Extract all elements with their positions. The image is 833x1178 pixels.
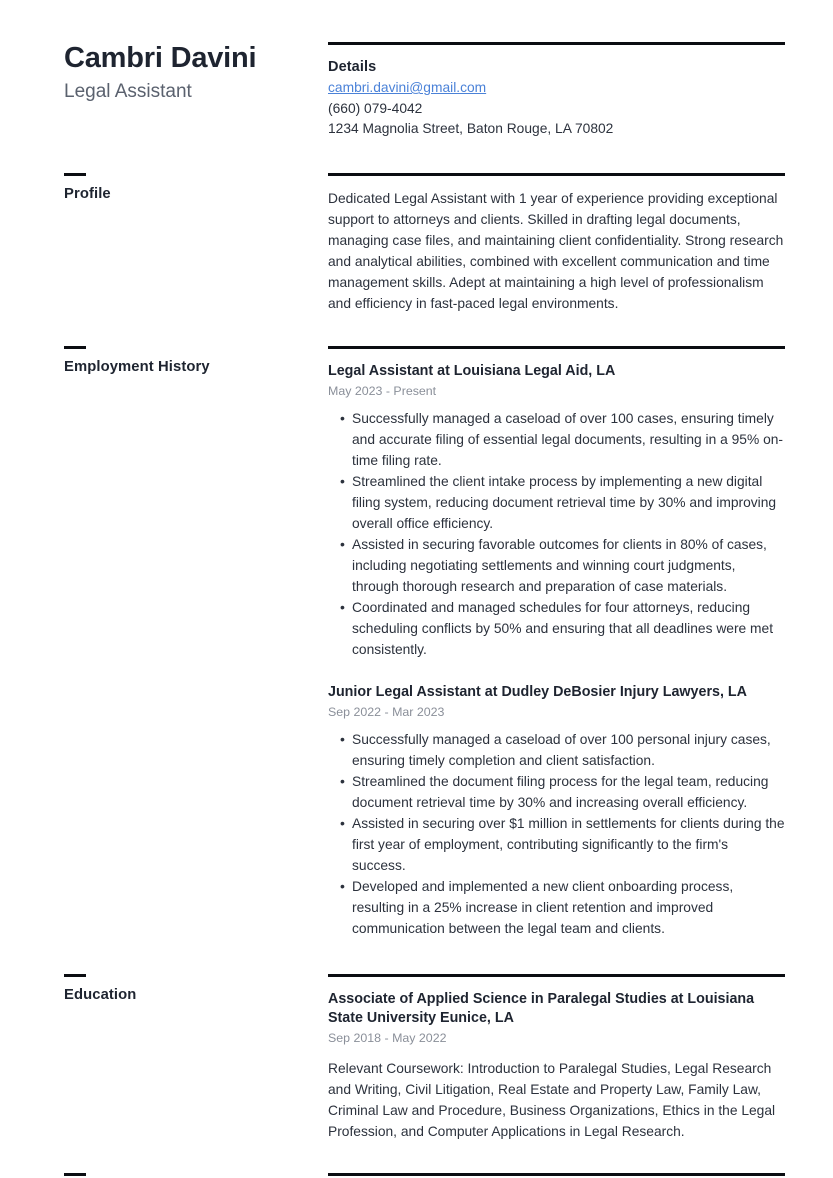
employment-section-title: Employment History <box>64 358 210 375</box>
education-entry-note: Relevant Coursework: Introduction to Paralegal Studies, Legal Research and Writing, Civil Litigation, Real Estate and Property Law, Family Law, Criminal Law and Procedure, Business Organizations, Ethics in the Legal Profession, and Computer Applications in Legal Research. <box>328 1061 776 1140</box>
next-section-content <box>328 1173 785 1176</box>
list-item: • Successfully managed a caseload of over 100 personal injury cases, ensuring timely completion and client satisfaction. <box>328 730 785 772</box>
profile-content <box>328 173 785 315</box>
profile-label-column <box>64 173 328 202</box>
details-block <box>328 42 785 140</box>
employment-entry-title: Legal Assistant at Louisiana Legal Aid, LA <box>328 362 616 379</box>
section-dash-icon <box>64 173 86 176</box>
details-rule <box>328 42 785 45</box>
employment-entry-bullets <box>328 409 785 661</box>
employment-label-column <box>64 346 328 375</box>
education-content <box>328 974 785 1143</box>
email-link[interactable]: cambri.davini@gmail.com <box>328 80 487 95</box>
employment-entry-date: May 2023 - Present <box>328 384 437 399</box>
section-next-cutoff <box>64 1173 785 1176</box>
resume-header <box>64 0 785 140</box>
education-section-title: Education <box>64 986 137 1003</box>
phone-text: (660) 079-4042 <box>328 100 423 116</box>
list-item: • Streamlined the document filing process for the legal team, reducing document retrieval time by 30% and increasing overall efficiency. <box>328 772 785 814</box>
list-item: • Assisted in securing favorable outcomes for clients in 80% of cases, including negotiating settlements and winning court judgments, through thorough research and preparation of case materials. <box>328 535 785 598</box>
education-entry <box>328 990 785 1143</box>
employment-entry-date: Sep 2022 - Mar 2023 <box>328 705 445 720</box>
list-item: • Streamlined the client intake process by implementing a new digital filing system, reducing document retrieval time by 30% and improving overall office efficiency. <box>328 472 785 535</box>
section-dash-icon <box>64 346 86 349</box>
details-heading: Details <box>328 59 377 75</box>
list-item: • Coordinated and managed schedules for four attorneys, reducing scheduling conflicts by 50% and ensuring that all deadlines were met consistently. <box>328 598 785 661</box>
education-entry-date: Sep 2018 - May 2022 <box>328 1031 447 1046</box>
list-item: • Developed and implemented a new client onboarding process, resulting in a 25% increase in client retention and improved communication between the legal team and clients. <box>328 877 785 940</box>
section-dash-icon <box>64 1173 86 1176</box>
next-section-label-column <box>64 1173 328 1176</box>
header-identity <box>64 42 328 104</box>
employment-entry-bullets <box>328 730 785 940</box>
section-dash-icon <box>64 974 86 977</box>
section-employment-history <box>64 346 785 940</box>
section-profile <box>64 173 785 315</box>
employment-content <box>328 346 785 940</box>
profile-text: Dedicated Legal Assistant with 1 year of experience providing exceptional support to attorneys and clients. Skilled in drafting legal documents, managing case files, and maintaining client confidentiality. Strong research and analytical abilities, combined with excellent communication and time management skills. Adept at maintaining a high level of professionalism and efficiency in fast-paced legal environments. <box>328 191 784 311</box>
profile-section-title: Profile <box>64 186 111 203</box>
address-text: 1234 Magnolia Street, Baton Rouge, LA 70802 <box>328 121 614 137</box>
section-education <box>64 974 785 1143</box>
education-label-column <box>64 974 328 1003</box>
header-job-title: Legal Assistant <box>64 81 192 103</box>
next-section-rule <box>328 1173 785 1176</box>
education-entry-title: Associate of Applied Science in Paralegal Studies at Louisiana State University Eunice, LA <box>328 990 755 1026</box>
employment-entry <box>328 362 785 661</box>
list-item: • Successfully managed a caseload of over 100 cases, ensuring timely and accurate filing of essential legal documents, resulting in a 95% on-time filing rate. <box>328 409 785 472</box>
page-title: Cambri Davini <box>64 42 257 74</box>
employment-entry-title: Junior Legal Assistant at Dudley DeBosier Injury Lawyers, LA <box>328 683 747 700</box>
employment-entry <box>328 683 785 940</box>
list-item: • Assisted in securing over $1 million in settlements for clients during the first year of employment, contributing significantly to the firm's success. <box>328 814 785 877</box>
